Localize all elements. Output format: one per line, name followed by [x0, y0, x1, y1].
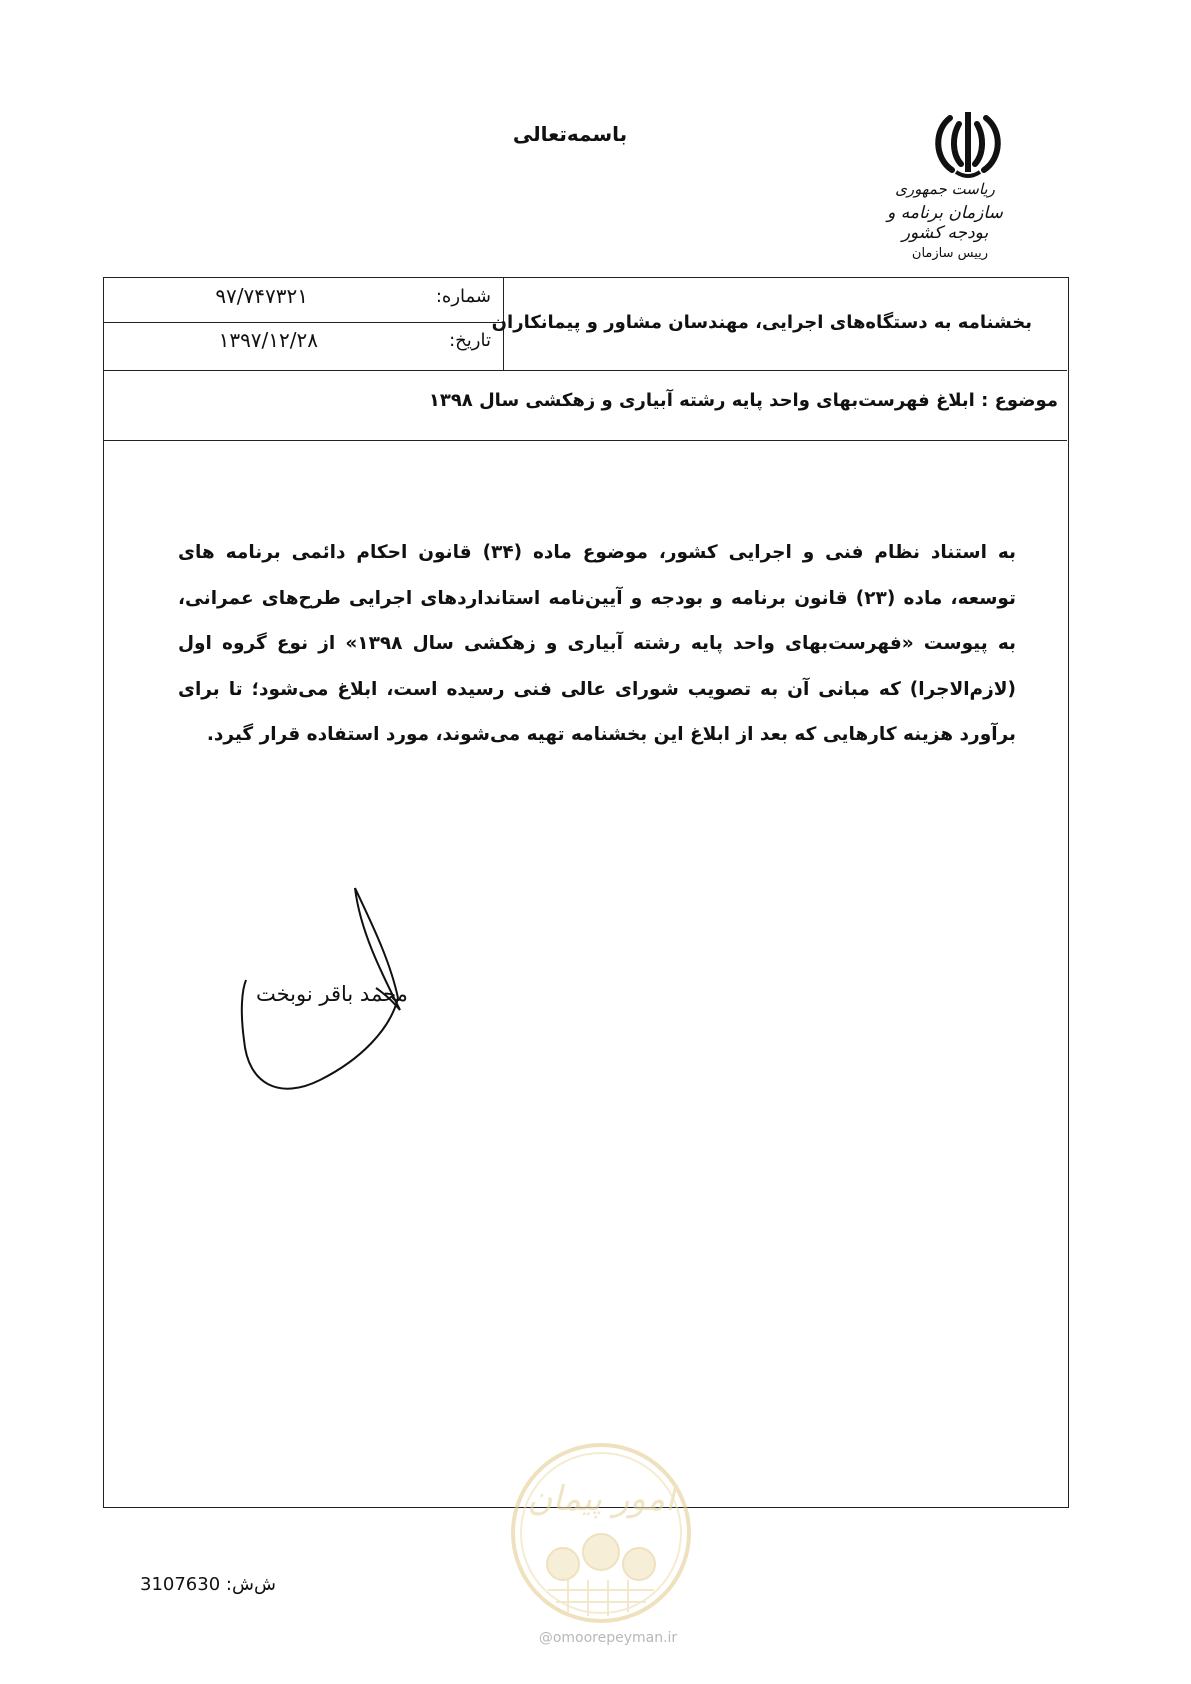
watermark-brand: امور پیمان [527, 1479, 675, 1519]
footer-serial-label: ش‌ش: [225, 1574, 276, 1595]
recipients-text: بخشنامه به دستگاه‌های اجرایی، مهندسان مشاور و پیمانکاران [491, 312, 1032, 333]
footer-serial [140, 1574, 276, 1595]
letter-body-paragraph: به استناد نظام فنی و اجرایی کشور، موضوع ماده (۳۴) قانون احکام دائمی برنامه های توسعه، ماده (۲۳) قانون برنامه و بودجه و آیین‌نامه استانداردهای اجرایی طرح‌های عمرانی، به پیوست «فهرست‌بهای واحد پایه رشته آبیاری و زهکشی سال ۱۳۹۸» از نوع گروه اول (لازم‌الاجرا) که مبانی آن به تصویب شورای عالی فنی رسیده است، ابلاغ می‌شود؛ تا برای برآورد هزینه کارهایی که بعد از ابلاغ این بخشنامه تهیه می‌شوند، مورد استفاده قرار گیرد. [178, 542, 1016, 745]
org-line-presidency: ریاست جمهوری [895, 180, 995, 198]
org-line-organization: سازمان برنامه و بودجه کشور [887, 203, 1003, 243]
watermark-logo [508, 1440, 694, 1626]
number-label: شماره: [435, 286, 491, 307]
date-label: تاریخ: [449, 330, 491, 351]
table-divider-subject-top [104, 370, 1067, 371]
table-divider-subject-bottom [104, 440, 1067, 441]
date-value: ۱۳۹۷/۱۲/۲۸ [218, 328, 318, 352]
invocation-heading: باسمه‌تعالی [512, 122, 628, 146]
footer-serial-value: 3107630 [140, 1574, 221, 1595]
watermark-site: @omoorepeyman.ir [538, 1630, 678, 1646]
table-divider-number-date [104, 322, 503, 323]
subject-line: موضوع : ابلاغ فهرست‌بهای واحد پایه رشته آبیاری و زهکشی سال ۱۳۹۸ [428, 390, 1058, 411]
number-value: ۹۷/۷۴۷۳۲۱ [215, 284, 308, 308]
iran-emblem-icon [928, 110, 1008, 182]
signatory-name: محمد باقر نوبخت [256, 982, 408, 1006]
org-line-head: رییس سازمان [911, 246, 989, 261]
